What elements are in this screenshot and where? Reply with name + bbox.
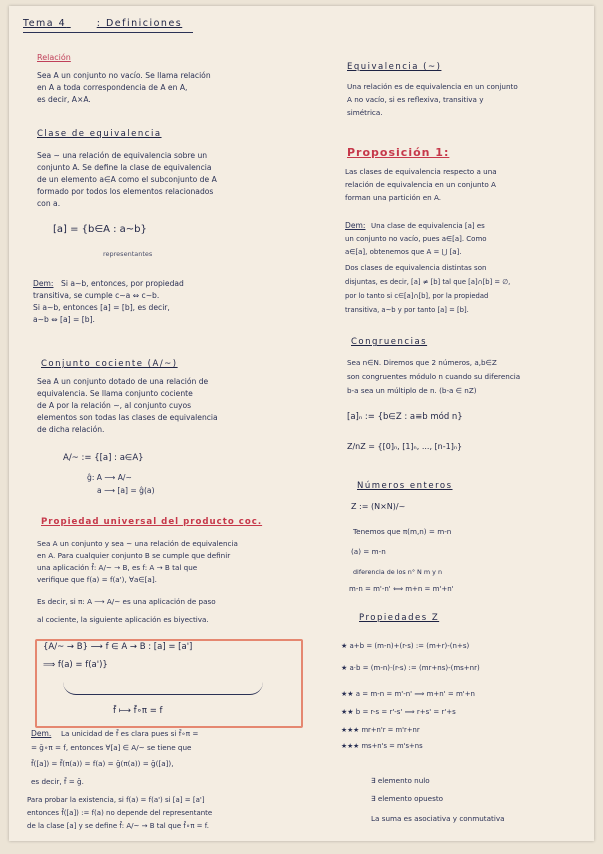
cociente-heading: Conjunto cociente (A/~) <box>41 359 178 369</box>
propiedades-item: ★★★ mr+n'r = m'r+nr <box>341 726 420 734</box>
propiedades-item: ★★ a = m-n = m'-n' ⟹ m+n' = m'+n <box>341 690 475 698</box>
propiedades-item: ★ a+b = (m-n)+(r-s) := (m+r)-(n+s) <box>341 642 470 650</box>
title-suffix: : Definiciones <box>96 18 183 29</box>
clase-line: formado por todos los elementos relacionados <box>37 187 214 196</box>
congruencias-line: b-a sea un múltiplo de n. (b-a ∈ nZ) <box>347 386 477 395</box>
box-brace <box>63 682 263 695</box>
enteros-line: (a) = m-n <box>351 547 386 556</box>
propiedad-dem-line: es decir, f̄ = ḡ. <box>31 777 84 786</box>
propiedad-dem-line: = ḡ∘π = f, entonces ∀[a] ∈ A/~ se tiene que <box>31 743 192 752</box>
clase-dem-line: Si a~b, entonces, por propiedad <box>61 279 184 288</box>
proposicion-dem-line: disjuntas, es decir, [a] ≠ [b] tal que [a]∩[b] = ∅, <box>345 278 511 286</box>
clase-dem-label: Dem: <box>33 279 54 288</box>
equivalencia-line: A no vacío, si es reflexiva, transitiva y <box>347 95 484 104</box>
title-rule <box>23 32 193 33</box>
cociente-map: ĝ: A ⟶ A/~ <box>87 473 132 482</box>
enteros-line: diferencia de los n° N m y n <box>353 568 442 576</box>
clase-heading: Clase de equivalencia <box>37 129 162 139</box>
clase-formula: [a] = {b∈A : a~b} <box>53 224 147 235</box>
proposicion-line: Las clases de equivalencia respecto a una <box>345 167 497 176</box>
propiedad-line: Sea A un conjunto y sea ~ una relación de equivalencia <box>37 539 238 548</box>
relacion-line: es decir, A×A. <box>37 95 91 104</box>
clase-line: conjunto A. Se define la clase de equivalencia <box>37 163 212 172</box>
congruencias-formula: Z/nZ = {[0]ₙ, [1]ₙ, ..., [n-1]ₙ} <box>347 442 463 451</box>
propiedad-line: en A. Para cualquier conjunto B se cumple que definir <box>37 551 231 560</box>
title-text: Tema 4 <box>23 18 67 29</box>
cociente-line: elementos son todas las clases de equivalencia <box>37 413 218 422</box>
congruencias-line: Sea n∈N. Diremos que 2 números, a,b∈Z <box>347 358 497 367</box>
propiedades-heading: Propiedades Z <box>359 613 440 623</box>
proposicion-dem-line: a∈[a], obtenemos que A = ⋃ [a]. <box>345 248 462 256</box>
cociente-map: a ⟶ [a] = ĝ(a) <box>97 486 155 495</box>
propiedades-note: La suma es asociativa y conmutativa <box>371 814 505 823</box>
proposicion-dem-line: por lo tanto si c∈[a]∩[b], por la propiedad <box>345 292 489 300</box>
proposicion-dem-label: Dem: <box>345 221 366 230</box>
proposicion-heading: Proposición 1: <box>347 146 450 159</box>
clase-dem-line: transitiva, se cumple c~a ⇔ c~b. <box>33 291 160 300</box>
enteros-line: Tenemos que π(m,n) = m-n <box>353 527 452 536</box>
proposicion-dem-line: Una clase de equivalencia [a] es <box>371 222 485 230</box>
relacion-heading: Relación <box>37 53 71 62</box>
page-title <box>23 18 182 29</box>
clase-dem-line: a~b ⇔ [a] = [b]. <box>33 315 95 324</box>
relacion-line: Sea A un conjunto no vacío. Se llama relación <box>37 71 211 80</box>
enteros-heading: Números enteros <box>357 481 453 491</box>
propiedad-line: verifique que f(a) = f(a'), ∀a∈[a]. <box>37 575 157 584</box>
propiedad-dem-line: La unicidad de f̄ es clara pues si f̄∘π = <box>61 729 199 738</box>
box-formula: ⟹ f(a) = f(a')} <box>43 660 108 670</box>
clase-line: de un elemento a∈A como el subconjunto de A <box>37 175 217 184</box>
congruencias-line: son congruentes módulo n cuando su diferencia <box>347 372 521 381</box>
relacion-line: en A a toda correspondencia de A en A, <box>37 83 188 92</box>
clase-dem-line: Si a~b, entonces [a] = [b], es decir, <box>33 303 170 312</box>
proposicion-dem-line: un conjunto no vacío, pues a∈[a]. Como <box>345 235 487 243</box>
box-formula: {A/~ → B} ⟶ f ∈ A → B : [a] = [a'] <box>43 642 193 652</box>
cociente-line: de dicha relación. <box>37 425 105 434</box>
propiedad-heading: Propiedad universal del producto coc. <box>41 517 263 527</box>
propiedad-line: Es decir, si π: A ⟶ A/~ es una aplicación de paso <box>37 597 216 606</box>
propiedad-dem-line: entonces f̄([a]) := f(a) no depende del representante <box>27 809 213 817</box>
propiedades-note: ∃ elemento nulo <box>371 776 430 785</box>
propiedad-line: al cociente, la siguiente aplicación es biyectiva. <box>37 615 209 624</box>
proposicion-dem-line: transitiva, a~b y por tanto [a] = [b]. <box>345 306 469 314</box>
propiedades-item: ★★ b = r-s = r'-s' ⟹ r+s' = r'+s <box>341 708 456 716</box>
enteros-formula: Z := (N×N)/~ <box>351 502 406 511</box>
congruencias-formula: [a]ₙ := {b∈Z : a≡b mód n} <box>347 412 463 422</box>
propiedades-item: ★ a·b = (m-n)·(r-s) := (mr+ns)-(ms+nr) <box>341 664 480 672</box>
proposicion-dem-line: Dos clases de equivalencia distintas son <box>345 264 487 272</box>
clase-line: con a. <box>37 199 61 208</box>
clase-line: Sea ~ una relación de equivalencia sobre un <box>37 151 208 160</box>
proposicion-line: forman una partición en A. <box>345 193 442 202</box>
notebook-page <box>9 6 594 841</box>
cociente-line: de A por la relación ~, al conjunto cuyos <box>37 401 192 410</box>
cociente-line: equivalencia. Se llama conjunto cociente <box>37 389 193 398</box>
propiedad-dem-label: Dem. <box>31 729 52 738</box>
enteros-line: m-n = m'-n' ⟺ m+n = m'+n' <box>349 585 454 593</box>
equivalencia-line: Una relación es de equivalencia en un conjunto <box>347 82 518 91</box>
congruencias-heading: Congruencias <box>351 337 428 347</box>
box-formula: f̄ ⟼ f̄∘π = f <box>113 706 163 716</box>
cociente-line: Sea A un conjunto dotado de una relación de <box>37 377 209 386</box>
cociente-formula: A/~ := {[a] : a∈A} <box>63 453 144 463</box>
clase-formula-note: representantes <box>103 250 153 258</box>
propiedades-item: ★★★ ms+n's = m's+ns <box>341 742 423 750</box>
equivalencia-heading: Equivalencia (~) <box>347 62 442 72</box>
propiedad-dem-line: de la clase [a] y se define f̄: A/~ → B tal que f̄∘π = f. <box>27 822 209 830</box>
propiedad-dem-line: f̄([a]) = f̄(π(a)) = f(a) = ḡ(π(a)) = ḡ([a]), <box>31 759 174 768</box>
propiedad-line: una aplicación f̄: A/~ → B, es f: A → B tal que <box>37 563 198 572</box>
propiedad-dem-line: Para probar la existencia, si f(a) = f(a') si [a] = [a'] <box>27 796 205 804</box>
equivalencia-line: simétrica. <box>347 108 383 117</box>
proposicion-line: relación de equivalencia en un conjunto A <box>345 180 496 189</box>
propiedades-note: ∃ elemento opuesto <box>371 794 444 803</box>
